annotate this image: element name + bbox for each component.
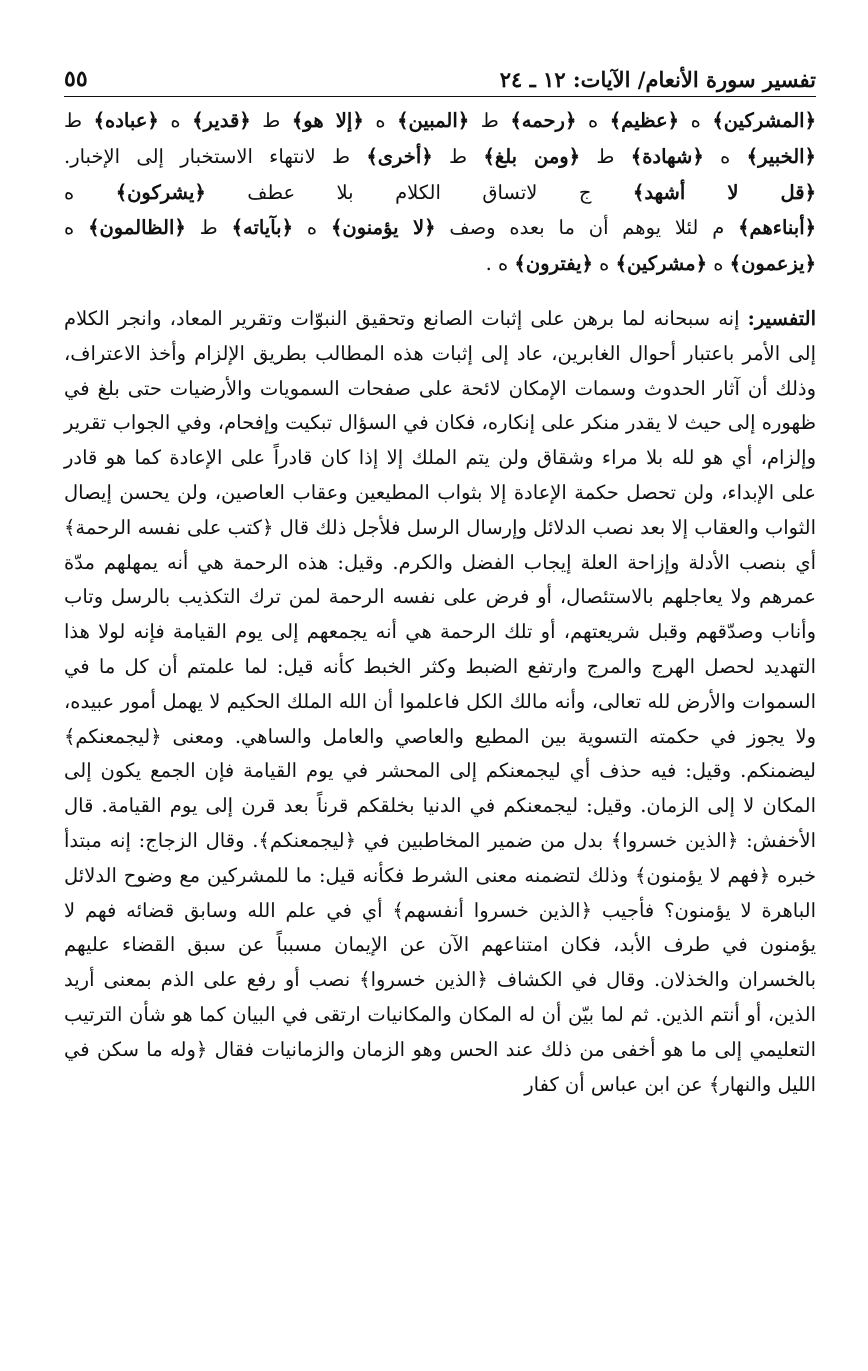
waqf-marks-list xyxy=(64,103,816,282)
waqf-word: ﴿لا يؤمنون﴾ xyxy=(330,216,436,240)
waqf-item xyxy=(596,145,703,168)
waqf-item xyxy=(449,216,816,239)
waqf-word: ﴿قل لا أشهد﴾ xyxy=(632,180,817,204)
running-header xyxy=(64,56,816,92)
waqf-word: ﴿يشركون﴾ xyxy=(115,180,206,204)
waqf-word: ﴿يفترون﴾ xyxy=(514,252,593,276)
waqf-item xyxy=(307,216,436,239)
waqf-word: ﴿مشركين﴾ xyxy=(615,252,708,276)
waqf-mark: ط xyxy=(596,144,615,168)
commentary-body: إنه سبحانه لما برهن على إثبات الصانع وتحقيق النبوّات وتقرير المعاد، وانجر الكلام إلى الأمر باعتبار أحوال الغابرين، عاد إلى إثبات هذه المطالب بطريق الإلزام وأخذ الاعتراف، وذلك أن آثار الحدوث وسمات الإمكان لائحة على صفحات السمويات والأرضيات حتى بلغ في ظهوره إلى حيث لا يقدر منكر على إنكاره، فكان في السؤال تبكيت وإفحام، وفي الجواب تقرير وإلزام، أي هو لله بلا مراء وشقاق ولن يتم الملك إلا إذا كان قادراً على الإعادة كما هو قادر على الإبداء، ولن تحصل حكمة الإعادة إلا بثواب المطيعين وعقاب العاصين، ولن يحسن إيصال الثواب والعقاب إلا بعد نصب الدلائل وإرسال الرسل فلأجل ذلك قال ﴿كتب على نفسه الرحمة﴾ أي بنصب الأدلة وإزاحة العلة إيجاب الفضل والكرم. وقيل: هذه الرحمة هي أنه يمهلهم مدّة عمرهم ولا يعاجلهم بالاستئصال، أو فرض على نفسه الرحمة لمن ترك التكذيب بالرسل وتاب وأناب وصدّقهم وقبل شريعتهم، أو تلك الرحمة هي أنه يجمعهم إلى يوم القيامة فإنه لولا هذا التهديد لحصل الهرج والمرج وارتفع الضبط وكثر الخبط كأنه قيل: لما علمتم أن كل ما في السموات والأرض لله تعالى، وأنه مالك الكل فاعلموا أن الله الملك الحكيم لا يهمل أمور عبيده، ولا يجوز في حكمته التسوية بين المطيع والعاصي والعامل والساهي. ومعنى ﴿ليجمعنكم﴾ ليضمنكم. وقيل: فيه حذف أي ليجمعنكم إلى المحشر في يوم القيامة فإن الجمع يكون إلى المكان لا إلى الزمان. وقيل: ليجمعنكم في الدنيا بخلقكم قرناً بعد قرن إلى يوم القيامة. قال الأخفش: ﴿الذين خسروا﴾ بدل من ضمير المخاطبين في ﴿ليجمعنكم﴾. وقال الزجاج: إنه مبتدأ خبره ﴿فهم لا يؤمنون﴾ وذلك لتضمنه معنى الشرط فكأنه قيل: ما للمشركين مع وضوح الدلائل الباهرة لا يؤمنون؟ فأجيب ﴿الذين خسروا أنفسهم﴾ أي في علم الله وسابق قضائه فهم لا يؤمنون في طرف الأبد، فكان امتناعهم الآن عن الإيمان مسبباً عن سبق القضاء عليهم بالخسران والخذلان. وقال في الكشاف ﴿الذين خسروا﴾ نصب أو رفع على الذم بمعنى أريد الذين، أو أنتم الذين. ثم لما بيّن أن له المكان والمكانيات ارتقى في البيان كما هو شأن الترتيب التعليمي إلى ما هو أخفى من ذلك عند الحس وهو الزمان والزمانيات فقال ﴿وله ما سكن في الليل والنهار﴾ عن ابن عباس أن كفار xyxy=(64,306,816,1096)
waqf-mark: ه xyxy=(64,216,75,240)
waqf-item xyxy=(200,216,293,239)
waqf-item xyxy=(691,109,816,132)
waqf-word: ﴿المبين﴾ xyxy=(397,109,470,132)
waqf-mark: ط xyxy=(262,109,281,132)
waqf-word: ﴿يزعمون﴾ xyxy=(729,252,816,276)
waqf-item xyxy=(720,145,816,168)
waqf-item xyxy=(64,181,206,204)
commentary-lead: التفسير: xyxy=(747,306,816,330)
waqf-mark: ط xyxy=(480,109,499,132)
waqf-item xyxy=(486,252,593,275)
waqf-word: ﴿بآياته﴾ xyxy=(231,216,294,240)
page-number: ٥٥ xyxy=(64,66,88,92)
waqf-item xyxy=(64,145,433,168)
waqf-item xyxy=(713,252,816,275)
waqf-word: ﴿الخبير﴾ xyxy=(746,144,816,168)
waqf-word: ﴿قدير﴾ xyxy=(192,109,251,132)
waqf-mark: ه . xyxy=(485,252,509,276)
waqf-mark: ه xyxy=(599,252,610,276)
waqf-word: ﴿الظالمون﴾ xyxy=(88,216,186,240)
waqf-word: ﴿أبناءهم﴾ xyxy=(738,216,817,240)
waqf-mark: ه xyxy=(306,216,318,240)
waqf-mark: ط xyxy=(64,109,83,132)
waqf-word: ﴿إلا هو﴾ xyxy=(291,109,364,132)
waqf-word: ﴿عباده﴾ xyxy=(93,109,159,132)
waqf-mark: ط xyxy=(449,144,468,168)
waqf-item xyxy=(588,109,679,132)
header-title: تفسير سورة الأنعام/ الآيات: ١٢ ـ ٢٤ xyxy=(499,67,816,92)
waqf-word: ﴿شهادة﴾ xyxy=(630,144,704,168)
waqf-item xyxy=(481,109,577,132)
waqf-item xyxy=(64,216,186,239)
waqf-word: ﴿المشركين﴾ xyxy=(712,109,817,132)
waqf-item xyxy=(170,109,250,132)
waqf-item xyxy=(599,252,707,275)
waqf-item xyxy=(375,109,469,132)
waqf-mark: ط لانتهاء الاستخبار إلى الإخبار. xyxy=(64,144,351,168)
waqf-word: ﴿أخرى﴾ xyxy=(366,144,433,168)
waqf-mark: ه xyxy=(720,144,731,168)
waqf-item xyxy=(247,181,816,204)
waqf-mark: ه xyxy=(170,109,181,132)
waqf-word: ﴿ومن بلغ﴾ xyxy=(483,144,581,168)
waqf-mark: ه xyxy=(64,180,75,204)
waqf-word: ﴿عظيم﴾ xyxy=(609,109,680,132)
header-rule xyxy=(64,96,816,97)
waqf-mark: ط xyxy=(199,216,218,240)
waqf-mark: ه xyxy=(690,109,701,132)
waqf-word: ﴿رحمه﴾ xyxy=(510,109,577,132)
tafsir-commentary xyxy=(64,302,816,1102)
waqf-mark: ه xyxy=(587,109,599,132)
waqf-item xyxy=(262,109,363,132)
waqf-mark: ه xyxy=(713,252,724,276)
waqf-mark: ه xyxy=(375,109,386,132)
waqf-item xyxy=(449,145,580,168)
waqf-mark: ج لاتساق الكلام بلا عطف xyxy=(247,180,592,204)
waqf-item xyxy=(64,109,159,132)
waqf-mark: م لئلا يوهم أن ما بعده وصف xyxy=(449,216,725,240)
